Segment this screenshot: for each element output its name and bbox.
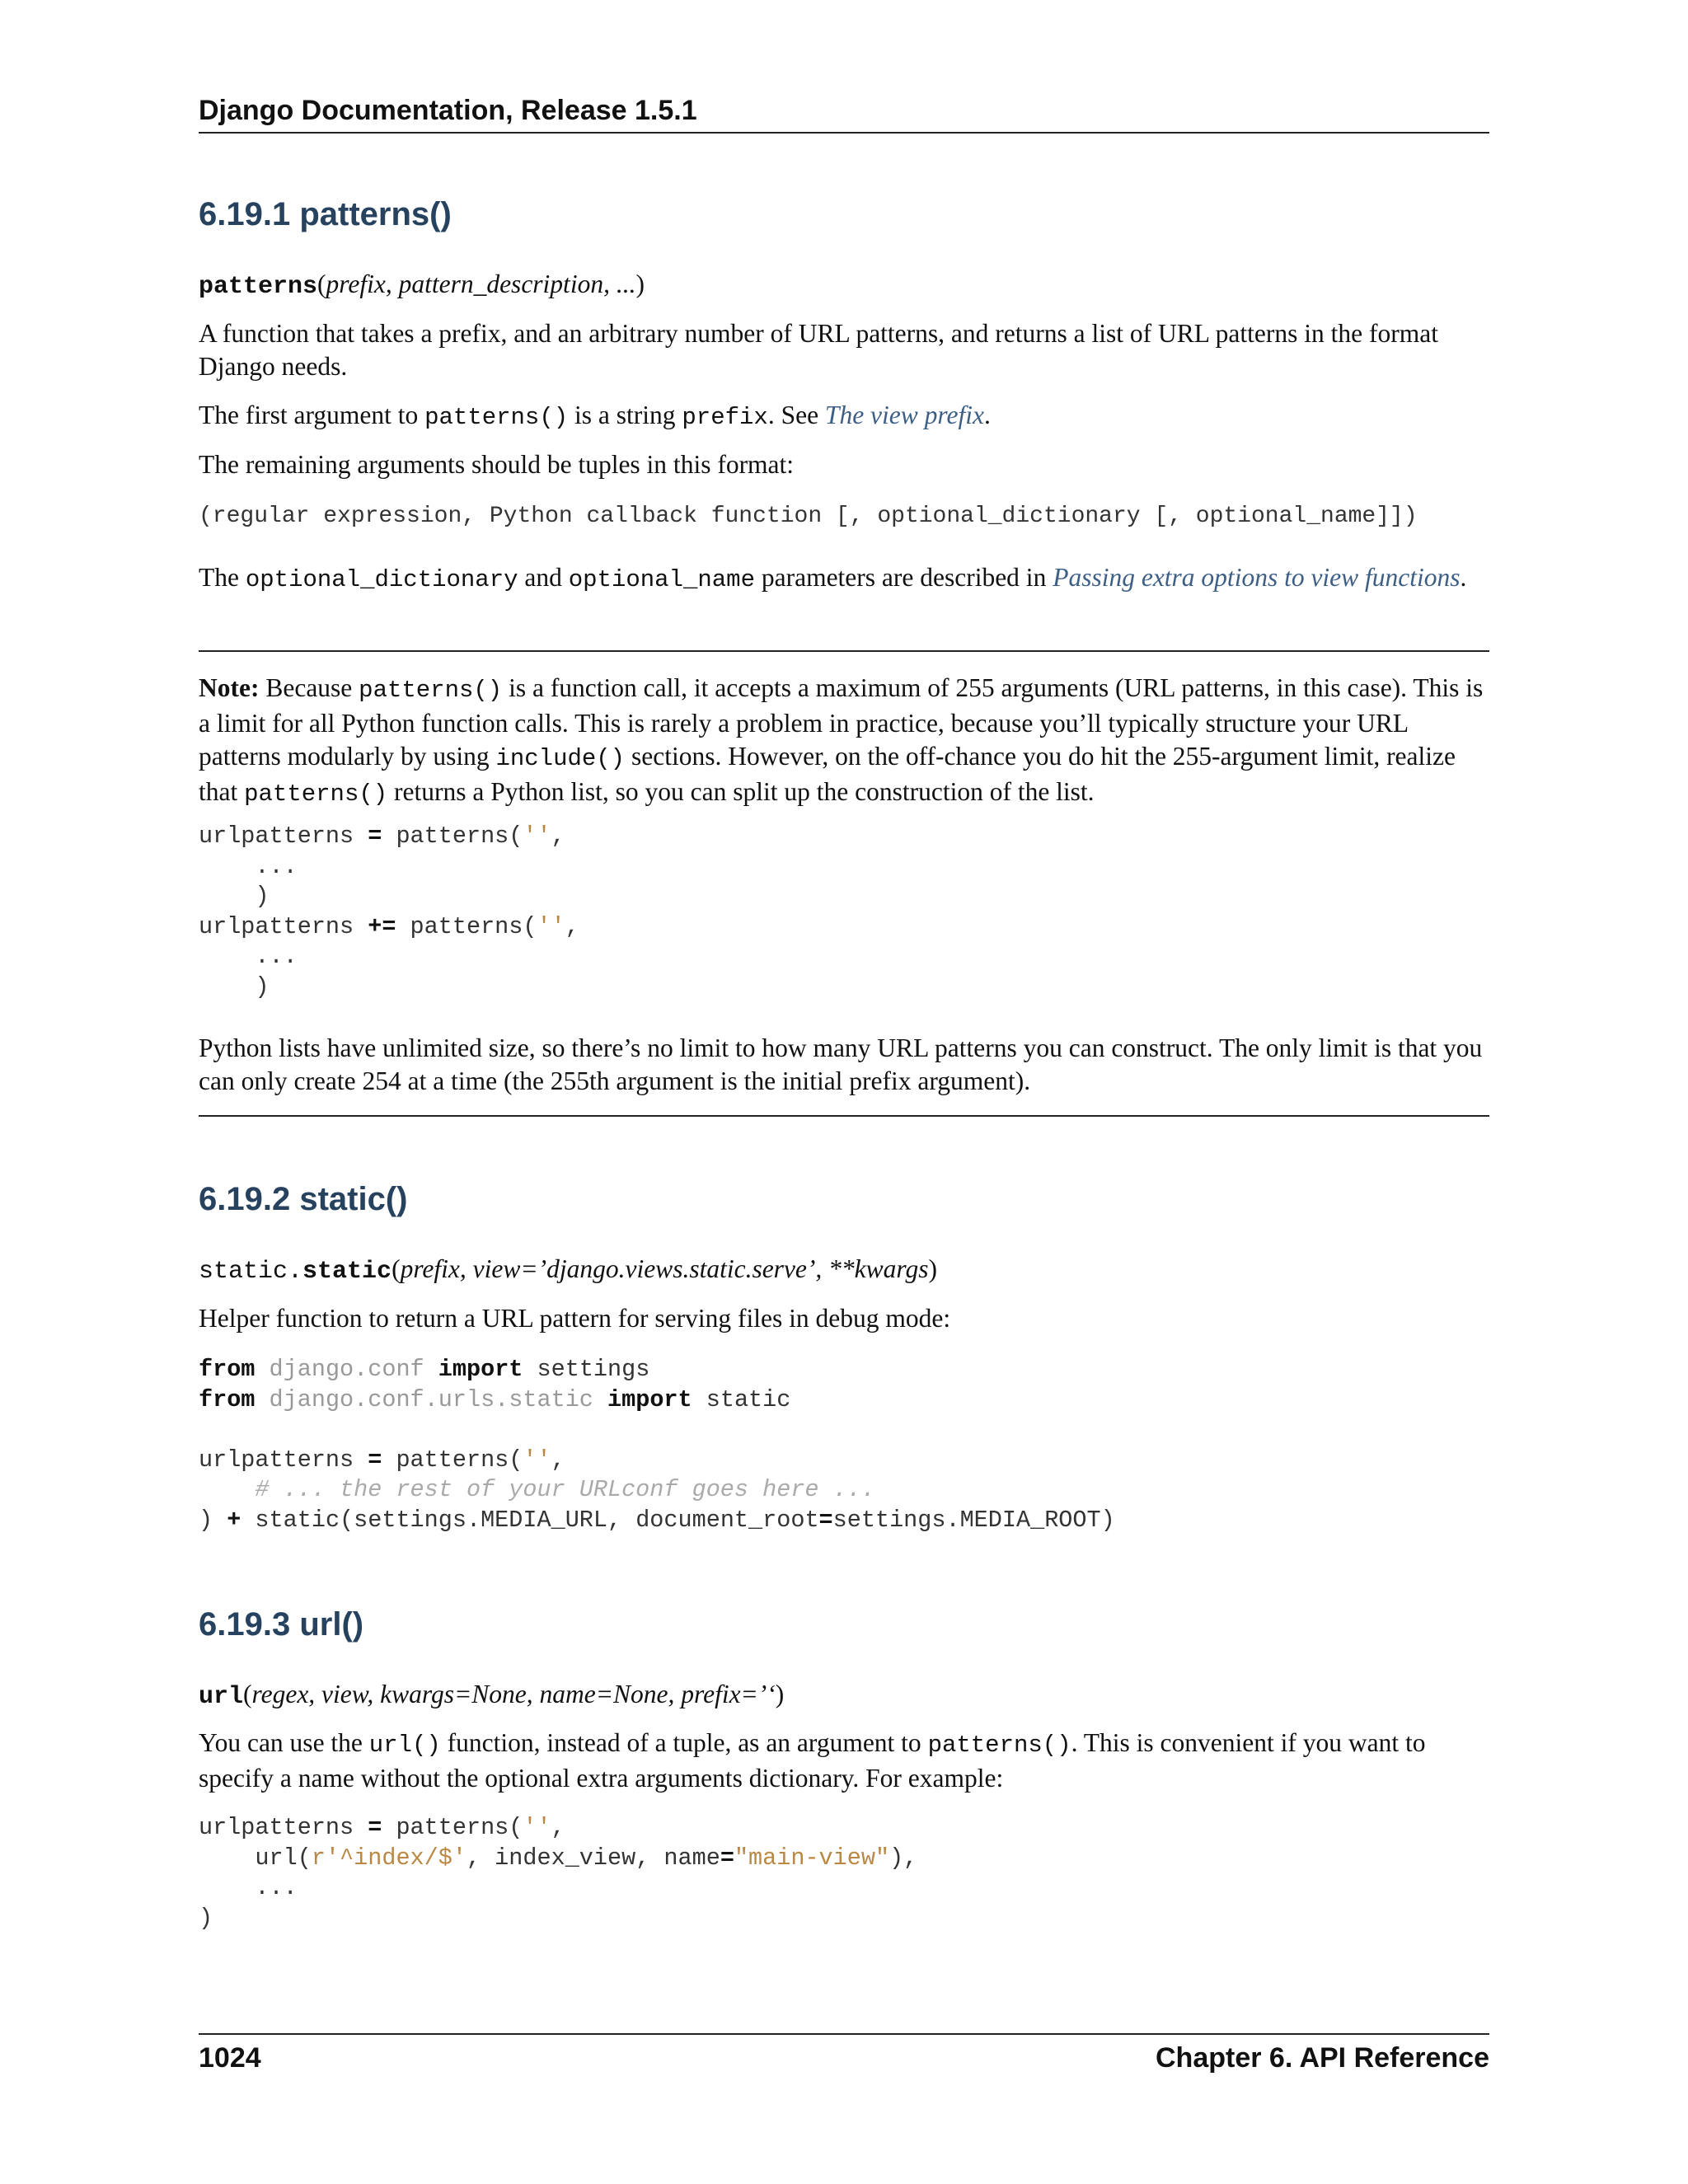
module-prefix: static. [199,1258,303,1286]
function-args: prefix, view=’django.views.static.serve’, **kwargs [400,1254,929,1283]
header-title: Django Documentation, Release 1.5.1 [199,95,697,126]
inline-code: prefix [682,404,768,431]
inline-code: patterns() [244,780,388,808]
link-passing-extra-options[interactable]: Passing extra options to view functions [1053,563,1461,592]
note-bottom-rule [199,1115,1489,1117]
footer-rule [199,2033,1489,2035]
function-name: static [302,1258,392,1286]
paragraph: A function that takes a prefix, and an arbitrary number of URL patterns, and returns a list of URL patterns in the format Django needs. [199,319,1438,381]
inline-code: patterns() [359,677,503,704]
inline-code: optional_dictionary [245,566,518,593]
function-signature-static: static.static(prefix, view=’django.views.static.serve’, **kwargs) [199,1254,937,1286]
section-title-patterns: 6.19.1 patterns() [199,196,452,232]
paragraph: You can use the url() function, instead of a tuple, as an argument to patterns(). This is convenient if you want to specify a name without the optional extra arguments dictionary. For example: [199,1728,1426,1793]
note-label: Note: [199,673,260,702]
function-signature-patterns: patterns(prefix, pattern_description, ...) [199,269,645,301]
paragraph: Helper function to return a URL pattern for serving files in debug mode: [199,1304,951,1333]
note-text: Note: Because patterns() is a function call, it accepts a maximum of 255 arguments (URL patterns, in this case). This is a limit for all Python function calls. This is rarely a problem in practice, because you’ll typically structure your URL patterns modularly by using include() sections. However, on the off-chance you do hit the 255-argument limit, realize that patterns() returns a Python list, so you can split up the construction of the list. [199,673,1484,808]
inline-code: url() [368,1732,441,1759]
function-name: patterns [199,273,318,301]
inline-code: patterns() [927,1732,1071,1759]
function-signature-url: url(regex, view, kwargs=None, name=None, prefix=’‘) [199,1680,785,1711]
code-block-note: urlpatterns = patterns('', ... ) urlpatterns += patterns('', ... ) [199,823,579,1001]
link-view-prefix[interactable]: The view prefix [824,401,984,429]
function-name: url [199,1683,244,1711]
function-args: regex, view, kwargs=None, name=None, prefix=’‘ [251,1680,776,1708]
section-title-static: 6.19.2 static() [199,1181,408,1217]
code-block-url: urlpatterns = patterns('', url(r'^index/$', index_view, name="main-view"), ... ) [199,1814,918,1932]
page-number: 1024 [199,2042,261,2074]
code-block-format: (regular expression, Python callback function [, optional_dictionary [, optional_name]]) [199,504,1418,529]
chapter-title: Chapter 6. API Reference [1156,2042,1489,2074]
code-block-static: from django.conf import settings from django.conf.urls.static import static urlpatterns = patterns('', # ... the rest of your URLconf goes here ... ) + static(settings.MEDIA_URL, document_root=settings.MEDIA_ROOT) [199,1356,1115,1534]
section-title-url: 6.19.3 url() [199,1606,364,1643]
paragraph: The remaining arguments should be tuples in this format: [199,450,795,479]
note-text: Python lists have unlimited size, so there’s no limit to how many URL patterns you can construct. The only limit is that you can only create 254 at a time (the 255th argument is the initial prefix argument). [199,1033,1483,1095]
running-header [199,92,1489,134]
note-top-rule [199,650,1489,652]
paragraph: The first argument to patterns() is a string prefix. See The view prefix. [199,401,991,431]
inline-code: patterns() [424,404,569,431]
inline-code: include() [495,745,626,772]
inline-code: optional_name [568,566,755,593]
paragraph: The optional_dictionary and optional_name parameters are described in Passing extra options to view functions. [199,563,1467,593]
function-args: prefix, pattern_description, ... [326,269,636,298]
